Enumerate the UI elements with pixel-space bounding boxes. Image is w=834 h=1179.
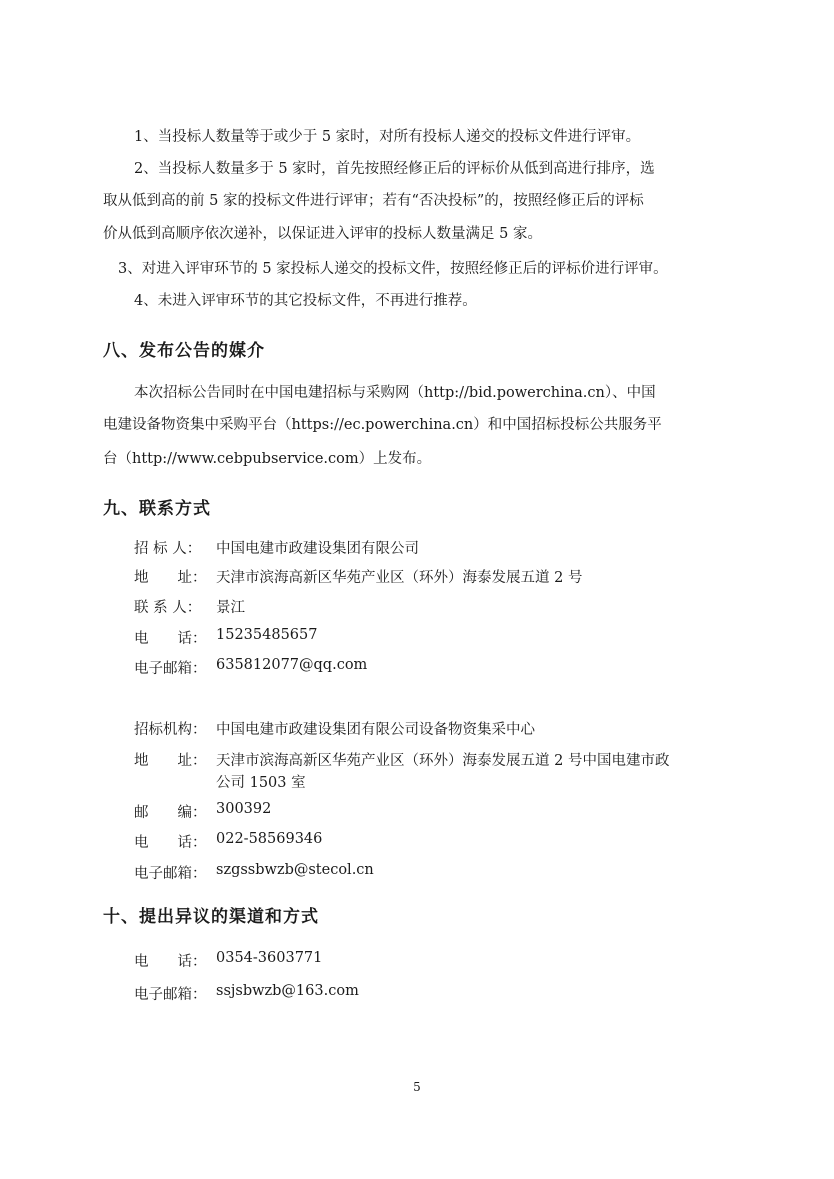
- rule-2-cont-1: 取从低到高的前 5 家的投标文件进行评审；若有“否决投标”的，按照经修正后的评标: [103, 193, 644, 209]
- agency-postcode-label: 邮 编：: [134, 805, 207, 821]
- section-10-heading: 十、提出异议的渠道和方式: [103, 907, 319, 927]
- agency-address-label: 地 址：: [134, 753, 207, 769]
- agency-address-value: 天津市滨海高新区华苑产业区（环外）海泰发展五道 2 号中国电建市政: [216, 753, 670, 769]
- rule-3: 3、对进入评审环节的 5 家投标人递交的投标文件，按照经修正后的评标价进行评审。: [118, 261, 668, 277]
- rule-2-cont-2: 价从低到高顺序依次递补，以保证进入评审的投标人数量满足 5 家。: [103, 226, 542, 242]
- section-8-line-3: 台（http://www.cebpubservice.com）上发布。: [103, 451, 432, 467]
- objection-phone-value: 0354-3603771: [216, 950, 323, 966]
- agency-postcode-value: 300392: [216, 801, 272, 817]
- agency-address-value-cont: 公司 1503 室: [216, 775, 306, 791]
- rule-4: 4、未进入评审环节的其它投标文件，不再进行推荐。: [134, 293, 477, 309]
- rule-2: 2、当投标人数量多于 5 家时，首先按照经修正后的评标价从低到高进行排序，选: [134, 161, 655, 177]
- page-number: 5: [413, 1080, 421, 1094]
- agency-label: 招标机构：: [134, 722, 207, 738]
- agency-email-label: 电子邮箱：: [134, 866, 207, 882]
- tenderer-phone-label: 电 话：: [134, 631, 207, 647]
- tenderer-contact-value: 景江: [216, 600, 245, 616]
- section-8-line-1: 本次招标公告同时在中国电建招标与采购网（http://bid.powerchina.cn）、中国: [134, 385, 656, 401]
- agency-value: 中国电建市政建设集团有限公司设备物资集采中心: [216, 722, 535, 738]
- tenderer-contact-label: 联 系 人：: [134, 600, 202, 616]
- tenderer-label: 招 标 人：: [134, 541, 202, 557]
- tenderer-address-label: 地 址：: [134, 570, 207, 586]
- tenderer-phone-value: 15235485657: [216, 627, 318, 643]
- agency-phone-label: 电 话：: [134, 835, 207, 851]
- rule-1: 1、当投标人数量等于或少于 5 家时，对所有投标人递交的投标文件进行评审。: [134, 129, 641, 145]
- agency-email-value: szgssbwzb@stecol.cn: [216, 862, 374, 878]
- objection-phone-label: 电 话：: [134, 954, 207, 970]
- tenderer-address-value: 天津市滨海高新区华苑产业区（环外）海泰发展五道 2 号: [216, 570, 583, 586]
- section-9-heading: 九、联系方式: [103, 499, 211, 519]
- tenderer-email-value: 635812077@qq.com: [216, 657, 368, 673]
- tenderer-value: 中国电建市政建设集团有限公司: [216, 541, 419, 557]
- section-8-line-2: 电建设备物资集中采购平台（https://ec.powerchina.cn）和中国招标投标公共服务平: [103, 417, 662, 433]
- tenderer-email-label: 电子邮箱：: [134, 661, 207, 677]
- objection-email-label: 电子邮箱：: [134, 987, 207, 1003]
- agency-phone-value: 022-58569346: [216, 831, 323, 847]
- section-8-heading: 八、发布公告的媒介: [103, 341, 265, 361]
- objection-email-value: ssjsbwzb@163.com: [216, 983, 359, 999]
